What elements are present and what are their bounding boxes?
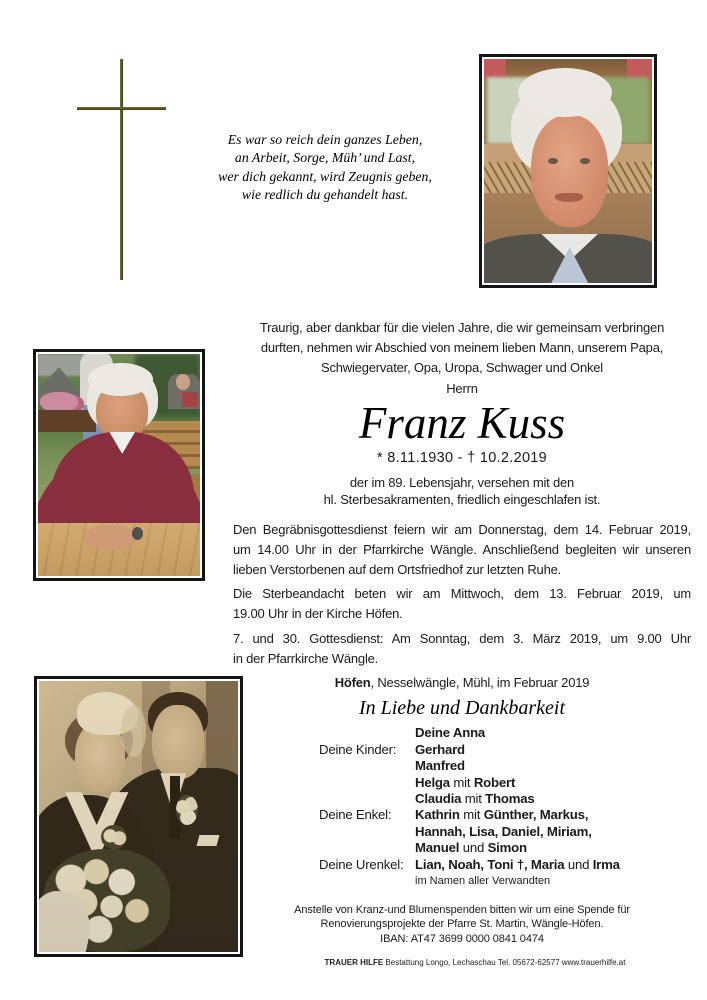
family-row — [233, 807, 691, 823]
family-names — [415, 758, 465, 774]
family-row — [233, 725, 691, 741]
age-note-line: hl. Sterbesakramenten, friedlich eingeschlafen ist. — [323, 491, 601, 507]
photo-detail — [182, 392, 198, 408]
family-names — [415, 742, 465, 758]
wedding-photo — [34, 676, 243, 957]
family-row — [233, 791, 691, 807]
family-name: Kathrin — [415, 807, 460, 823]
poem-line: an Arbeit, Sorge, Müh’ und Last, — [234, 150, 416, 166]
family-list — [233, 725, 691, 889]
photo-detail — [580, 158, 590, 165]
poem-line: wer dich gekannt, wird Zeugnis geben, — [218, 168, 432, 184]
family-name: Hannah, Lisa, Daniel, Miriam, — [415, 823, 592, 839]
outdoor-photo — [33, 349, 205, 581]
family-row — [233, 824, 691, 840]
donation-line: Renovierungsprojekte der Pfarre St. Martin, Wängle-Höfen. — [320, 918, 604, 931]
paragraph-line: lieben Verstorbenen auf dem Ortsfriedhof zur letzten Ruhe. — [233, 561, 562, 577]
family-relation-label: Deine Urenkel: — [319, 856, 404, 872]
family-name: Deine Anna — [415, 725, 486, 741]
paragraph-line: 7. und 30. Gottesdienst: Am Sonntag, dem 3. März 2019, um 9.00 Uhr — [233, 630, 691, 646]
family-connector: mit — [459, 807, 484, 823]
funeral-home-brand: TRAUER HILFE — [324, 958, 384, 968]
family-name: Thomas — [485, 791, 535, 806]
donation-line: Anstelle von Kranz-und Blumenspenden bitten wir um eine Spende für — [294, 904, 630, 917]
poem-line: Es war so reich dein ganzes Leben, — [227, 132, 423, 147]
age-note-line: der im 89. Lebensjahr, versehen mit den — [349, 475, 575, 491]
closing-phrase: In Liebe und Dankbarkeit — [358, 697, 566, 720]
family-name: Irma — [592, 856, 620, 872]
outdoor-photo-scene — [38, 354, 200, 576]
family-name: Claudia — [415, 791, 462, 806]
family-relation-label — [319, 840, 415, 856]
family-name: Gerhard — [415, 741, 465, 757]
paragraph-line: Die Sterbeandacht beten wir am Mittwoch, dem 13. Februar 2019, um — [233, 586, 691, 602]
wedding-photo-scene — [39, 681, 238, 952]
salutation: Herrn — [446, 381, 478, 397]
family-relation-label — [319, 758, 415, 774]
donation-line: IBAN: AT47 3699 0000 0841 0474 — [380, 932, 544, 945]
family-names — [415, 725, 485, 741]
photo-detail — [531, 115, 608, 227]
paragraph-line: 19.00 Uhr in der Kirche Höfen. — [233, 606, 403, 622]
family-name: Manuel — [415, 840, 460, 856]
paragraph-line: in der Pfarrkirche Wängle. — [233, 650, 379, 666]
intro-line: durften, nehmen wir Abschied von meinem lieben Mann, unserem Papa, — [260, 339, 664, 355]
family-relation-label — [319, 824, 415, 840]
family-note: im Namen aller Verwandten — [415, 875, 551, 888]
cross-icon — [120, 59, 123, 280]
family-names — [415, 824, 592, 840]
family-name: Günther, Markus, — [483, 807, 589, 823]
photo-detail — [176, 374, 191, 390]
family-name: Manfred — [415, 758, 465, 774]
family-row — [233, 857, 691, 873]
family-connector: mit — [449, 774, 474, 790]
family-row — [233, 840, 691, 856]
photo-detail — [518, 68, 612, 117]
funeral-home-line — [233, 958, 691, 967]
deceased-name: Franz Kuss — [358, 398, 566, 449]
family-relation-label — [319, 791, 415, 807]
poem-line: wie redlich du gehandelt hast. — [241, 187, 409, 203]
family-name: Robert — [473, 774, 516, 790]
family-names — [415, 791, 535, 807]
photo-detail — [39, 681, 238, 952]
family-name: Helga — [415, 774, 450, 790]
family-connector: und — [459, 840, 488, 856]
photo-detail — [38, 410, 96, 432]
family-names — [415, 807, 588, 823]
intro-line: Traurig, aber dankbar für die vielen Jahre, die wir gemeinsam verbringen — [259, 320, 665, 335]
family-connector: und — [564, 856, 593, 872]
donation-note — [233, 903, 691, 946]
family-relation-label — [319, 775, 415, 791]
birth-death-dates: * 8.11.1930 - † 10.2.2019 — [376, 450, 548, 467]
family-row — [233, 758, 691, 774]
intro-line: Schwiegervater, Opa, Uropa, Schwager und Onkel — [320, 359, 603, 375]
family-row — [233, 742, 691, 758]
family-relation-label — [319, 725, 415, 741]
family-relation-label: Deine Kinder: — [319, 741, 397, 757]
funeral-home-details: Bestattung Longo, Lechaschau Tel. 05672-62577 www.trauerhilfe.at — [383, 958, 626, 968]
paragraph-line: um 14.00 Uhr in der Pfarrkirche Wängle. Anschließend begleiten wir unseren — [233, 541, 691, 557]
memorial-mass-paragraph — [233, 629, 691, 669]
vigil-paragraph — [233, 584, 691, 624]
place-date-line — [233, 673, 691, 693]
place-rest: , Nesselwängle, Mühl, im Februar 2019 — [370, 674, 590, 690]
paragraph-line: Den Begräbnisgottesdienst feiern wir am Donnerstag, dem 14. Februar 2019, — [233, 522, 691, 537]
funeral-service-paragraph — [233, 520, 691, 579]
family-names — [415, 857, 620, 873]
cross-icon-horizontal-bar — [77, 107, 166, 110]
portrait-photo-scene — [484, 59, 652, 283]
portrait-photo — [479, 54, 657, 288]
memorial-poem — [170, 131, 480, 205]
family-names — [415, 775, 515, 791]
family-name: Simon — [487, 840, 527, 856]
family-row — [233, 775, 691, 791]
place-name: Höfen — [334, 674, 371, 690]
photo-detail — [548, 158, 558, 165]
family-relation-label: Deine Enkel: — [319, 807, 392, 823]
family-names — [415, 840, 527, 856]
family-connector: mit — [461, 791, 486, 806]
age-note — [233, 475, 691, 508]
photo-detail — [88, 363, 153, 396]
family-name: Lian, Noah, Toni †, Maria — [415, 856, 565, 872]
announcement-body — [233, 318, 691, 967]
